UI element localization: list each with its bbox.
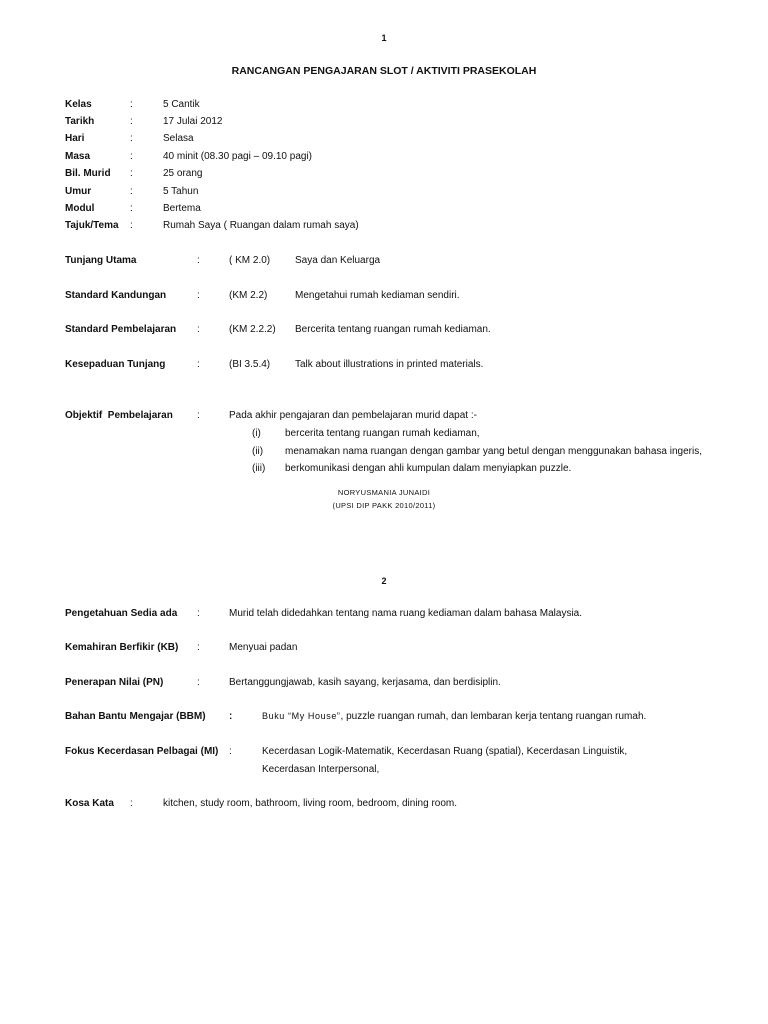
objective-sep: : (197, 410, 200, 421)
standard-text: Mengetahui rumah kediaman sendiri. (295, 290, 460, 301)
standard-code: (KM 2.2.2) (229, 324, 276, 335)
info-sep: : (130, 168, 133, 179)
mi-label: Fokus Kecerdasan Pelbagai (MI) (65, 746, 219, 757)
objective-item-text: bercerita tentang ruangan rumah kediaman, (285, 428, 480, 439)
info-sep: : (130, 151, 133, 162)
standard-code: (KM 2.2) (229, 290, 268, 301)
info-value: 5 Tahun (163, 186, 199, 197)
info-value: 40 minit (08.30 pagi – 09.10 pagi) (163, 151, 312, 162)
kosa-kata-label: Kosa Kata (65, 798, 114, 809)
kosa-kata-text: kitchen, study room, bathroom, living room, bedroom, dining room. (163, 798, 458, 809)
info-label: Masa (65, 151, 91, 162)
bbm-lead: Buku “My House” (262, 711, 341, 721)
standard-code: (BI 3.5.4) (229, 359, 271, 370)
mi-line1: Kecerdasan Logik-Matematik, Kecerdasan Ruang (spatial), Kecerdasan Linguistik, (262, 746, 628, 757)
detail-sep: : (197, 677, 200, 688)
page-number: 2 (381, 576, 387, 586)
info-label: Hari (65, 133, 85, 144)
standard-text: Talk about illustrations in printed materials. (295, 359, 484, 370)
info-value: 25 orang (163, 168, 203, 179)
info-label: Tajuk/Tema (65, 220, 119, 231)
kosa-kata-sep: : (130, 798, 133, 809)
objective-intro: Pada akhir pengajaran dan pembelajaran murid dapat :- (229, 410, 477, 421)
info-label: Bil. Murid (65, 168, 111, 179)
standard-code: ( KM 2.0) (229, 255, 271, 266)
info-value: 17 Julai 2012 (163, 116, 223, 127)
bbm-sep: : (229, 711, 233, 722)
standard-sep: : (197, 324, 200, 335)
standard-sep: : (197, 359, 200, 370)
standard-text: Saya dan Keluarga (295, 255, 381, 266)
info-sep: : (130, 133, 133, 144)
detail-text: Murid telah didedahkan tentang nama ruang kediaman dalam bahasa Malaysia. (229, 608, 583, 619)
objective-item-text: menamakan nama ruangan dengan gambar yang betul dengan menggunakan bahasa ingeris, (285, 446, 702, 457)
detail-sep: : (197, 642, 200, 653)
objective-item-number: (iii) (252, 463, 266, 474)
info-sep: : (130, 220, 133, 231)
info-label: Tarikh (65, 116, 95, 127)
standard-sep: : (197, 290, 200, 301)
objective-item-number: (ii) (252, 446, 264, 457)
footer-author: NORYUSMANIA JUNAIDI (337, 488, 431, 497)
bbm-rest: , puzzle ruangan rumah, dan lembaran kerja tentang ruangan rumah. (340, 711, 647, 722)
standard-label: Kesepaduan Tunjang (65, 359, 166, 370)
info-label: Modul (65, 203, 95, 214)
standard-text: Bercerita tentang ruangan rumah kediaman. (295, 324, 491, 335)
detail-label: Penerapan Nilai (PN) (65, 677, 164, 688)
detail-label: Kemahiran Berfikir (KB) (65, 642, 179, 653)
info-sep: : (130, 186, 133, 197)
detail-sep: : (197, 608, 200, 619)
detail-text: Bertanggungjawab, kasih sayang, kerjasama, dan berdisiplin. (229, 677, 501, 688)
bbm-text (262, 711, 646, 722)
standard-label: Tunjang Utama (65, 255, 137, 266)
info-label: Umur (65, 186, 92, 197)
info-value: Selasa (163, 133, 194, 144)
info-value: 5 Cantik (163, 99, 200, 110)
info-sep: : (130, 99, 133, 110)
info-label: Kelas (65, 99, 92, 110)
mi-line2: Kecerdasan Interpersonal, (262, 764, 380, 775)
standard-sep: : (197, 255, 200, 266)
detail-label: Pengetahuan Sedia ada (65, 608, 178, 619)
info-sep: : (130, 203, 133, 214)
detail-text: Menyuai padan (229, 642, 298, 653)
objective-item-number: (i) (252, 428, 261, 439)
standard-label: Standard Kandungan (65, 290, 167, 301)
info-value: Rumah Saya ( Ruangan dalam rumah saya) (163, 220, 359, 231)
bbm-label: Bahan Bantu Mengajar (BBM) (65, 711, 206, 722)
page-number: 1 (381, 33, 387, 43)
objective-label: Objektif Pembelajaran (65, 410, 173, 421)
info-sep: : (130, 116, 133, 127)
standard-label: Standard Pembelajaran (65, 324, 177, 335)
page-title: RANCANGAN PENGAJARAN SLOT / AKTIVITI PRASEKOLAH (231, 65, 537, 77)
objective-item-text: berkomunikasi dengan ahli kumpulan dalam menyiapkan puzzle. (285, 463, 572, 474)
mi-sep: : (229, 746, 232, 757)
footer-course: (UPSI DIP PAKK 2010/2011) (332, 501, 436, 510)
info-value: Bertema (163, 203, 201, 214)
